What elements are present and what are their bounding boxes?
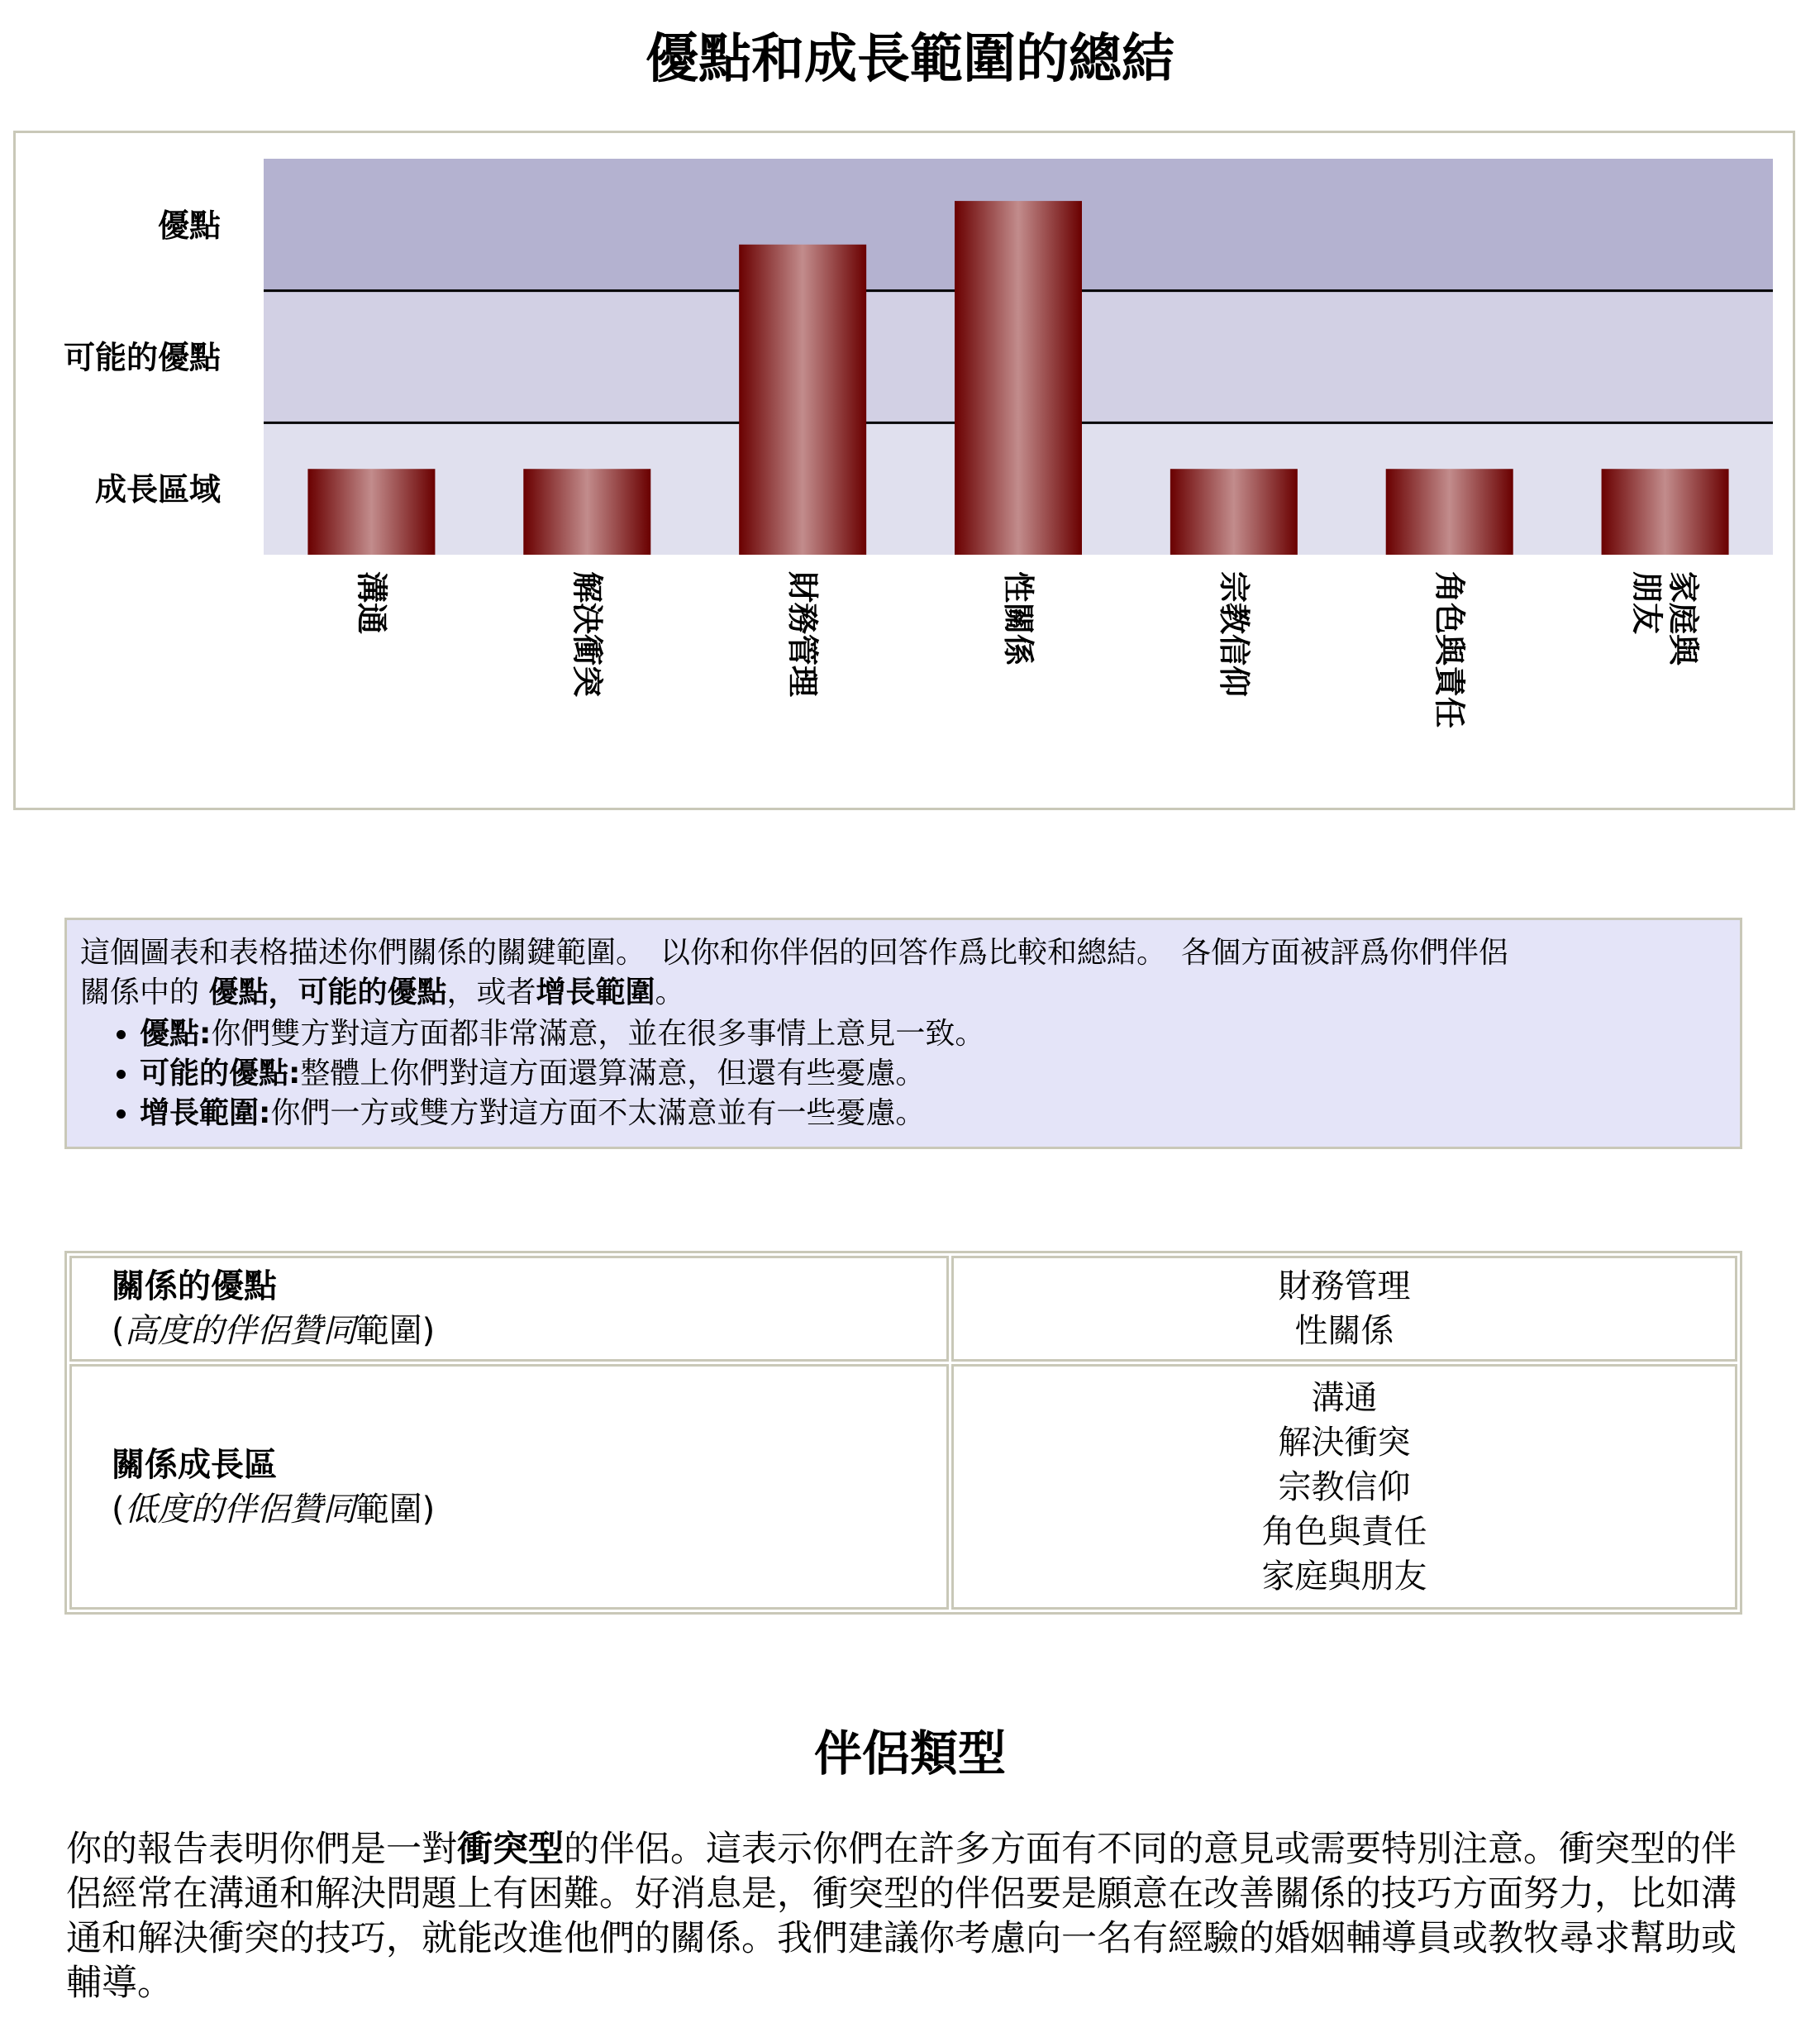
growth-item: 家庭與朋友	[1261, 1557, 1427, 1596]
couple-type-name: 衝突型	[457, 1829, 564, 1870]
intro-line-2-end: 。	[655, 976, 685, 1009]
x-tick-label: 朋友	[1628, 571, 1665, 635]
strength-item: 財務管理	[1278, 1267, 1411, 1305]
x-tick-label: 角色與責任	[1431, 571, 1468, 729]
strengths-subtitle	[112, 1309, 946, 1353]
strengths-items-cell	[951, 1256, 1737, 1362]
y-tick-label: 成長區域	[94, 471, 221, 508]
growth-item: 角色與責任	[1261, 1512, 1427, 1551]
growth-subtitle	[112, 1487, 946, 1532]
y-tick-label: 可能的優點	[63, 339, 221, 376]
growth-subtitle-open: (	[112, 1490, 125, 1529]
intro-bullet-list	[80, 1014, 1727, 1133]
growth-label-cell	[69, 1364, 949, 1610]
growth-subtitle-rest: 範圍)	[355, 1490, 436, 1529]
x-tick-label: 溝通	[353, 571, 390, 635]
y-tick-label: 優點	[157, 207, 221, 244]
intro-line-2-prefix: 關係中的	[80, 976, 209, 1009]
couple-type-text-pre: 你的報告表明你們是一對	[66, 1829, 457, 1870]
intro-comma: ，	[268, 976, 298, 1009]
strengths-subtitle-italic: 高度的伴侶贊同	[124, 1312, 356, 1350]
growth-item: 宗教信仰	[1278, 1467, 1411, 1506]
summary-bar-chart	[16, 133, 1793, 808]
x-tick-label: 性關係	[1000, 571, 1036, 666]
strength-item: 性關係	[1294, 1312, 1394, 1350]
chart-bar	[1386, 469, 1513, 555]
intro-line-2	[80, 973, 1727, 1013]
intro-term-possible: 可能的優點	[298, 976, 447, 1009]
intro-line-1: 這個圖表和表格描述你們關係的關鍵範圍。 以你和你伴侶的回答作爲比較和總結。 各個方面被評爲你們伴侶	[80, 936, 1509, 970]
table-row	[69, 1256, 1737, 1362]
intro-term-growth: 增長範圍	[536, 976, 655, 1009]
list-item	[140, 1094, 1727, 1133]
x-tick-label: 家庭與	[1665, 571, 1702, 666]
intro-line-2-mid: ，或者	[446, 976, 536, 1009]
couple-type-text-post: 的伴侶。這表示你們在許多方面有不同的意見或需要特別注意。衝突型的伴侶經常在溝通和解決問題上有困難。好消息是，衝突型的伴侶要是願意在改善關係的技巧方面努力，比如溝通和解決衝突的技巧，就能改進他們的關係。我們建議你考慮向一名有經驗的婚姻輔導員或教牧尋求幫助或輔導。	[66, 1829, 1737, 2004]
strengths-title: 關係的優點	[112, 1267, 277, 1305]
table-row	[69, 1364, 1737, 1610]
page-title: 優點和成長範圍的總結	[646, 29, 1174, 90]
x-tick-label: 財務管理	[784, 571, 822, 698]
strengths-subtitle-open: (	[112, 1312, 125, 1350]
bullet-term: 優點:	[140, 1017, 212, 1051]
growth-subtitle-italic: 低度的伴侶贊同	[124, 1490, 356, 1529]
growth-items-cell	[951, 1364, 1737, 1610]
chart-bar	[739, 245, 866, 555]
chart-bar	[955, 201, 1082, 555]
bullet-text: 你們雙方對這方面都非常滿意，並在很多事情上意見一致。	[211, 1017, 985, 1051]
chart-bar	[307, 469, 435, 555]
list-item	[140, 1054, 1727, 1094]
chart-frame	[13, 131, 1795, 810]
bullet-term: 可能的優點:	[140, 1057, 301, 1090]
intro-term-strength: 優點	[208, 976, 269, 1009]
x-tick-label: 宗教信仰	[1215, 571, 1252, 698]
growth-item: 解決衝突	[1278, 1423, 1411, 1462]
list-item	[140, 1014, 1727, 1054]
couple-type-heading: 伴侶類型	[813, 1725, 1006, 1782]
chart-bar	[1170, 469, 1298, 555]
chart-bar	[1602, 469, 1729, 555]
bullet-text: 你們一方或雙方對這方面不太滿意並有一些憂慮。	[270, 1096, 926, 1130]
strengths-subtitle-rest: 範圍)	[355, 1312, 436, 1350]
growth-title: 關係成長區	[112, 1445, 277, 1484]
chart-explanation-box	[64, 918, 1742, 1149]
summary-table	[64, 1251, 1742, 1615]
x-tick-label: 解決衝突	[569, 571, 606, 698]
bullet-term: 增長範圍:	[140, 1096, 271, 1130]
strengths-label-cell	[69, 1256, 949, 1362]
couple-type-description	[66, 1827, 1744, 2006]
bullet-text: 整體上你們對這方面還算滿意，但還有些憂慮。	[300, 1057, 926, 1090]
growth-item: 溝通	[1311, 1378, 1378, 1417]
chart-bar	[523, 469, 650, 555]
